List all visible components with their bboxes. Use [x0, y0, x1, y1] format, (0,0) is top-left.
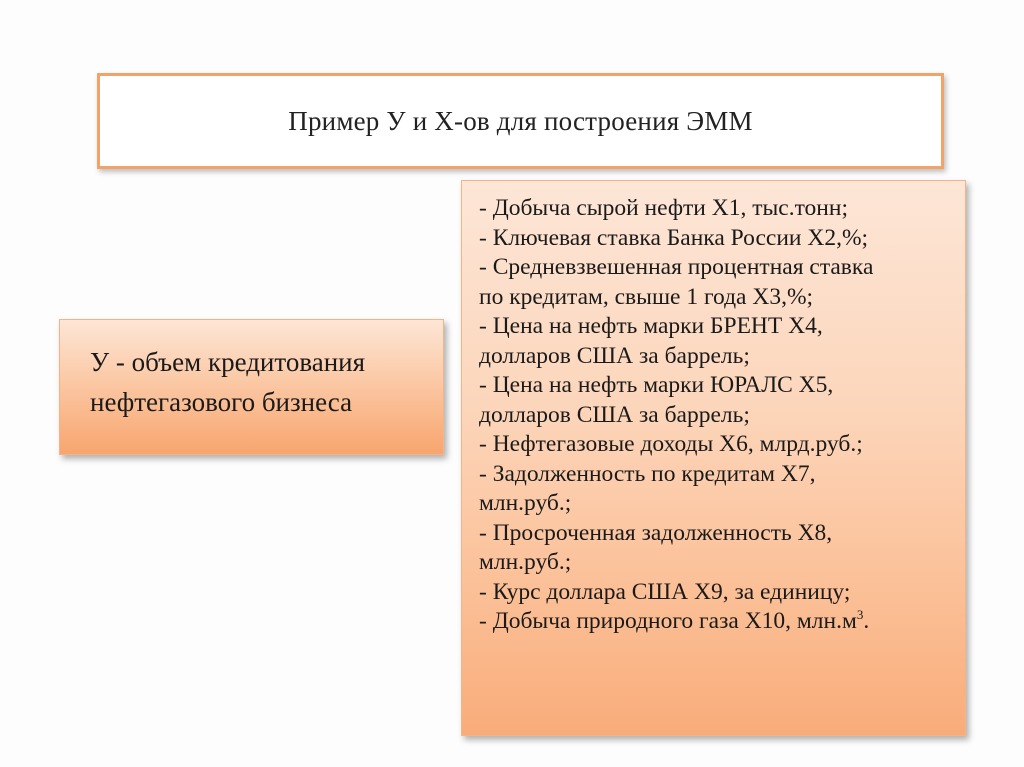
y-line: У - объем кредитования — [90, 347, 366, 377]
x-line: млн.руб.; — [479, 549, 572, 575]
x-line: - Средневзвешенная процентная ставка — [479, 254, 874, 280]
x-line: - Ключевая ставка Банка России Х2,%; — [479, 224, 869, 251]
slide-title: Пример У и Х-ов для построения ЭММ — [288, 105, 753, 136]
independent-variables-box — [461, 180, 966, 736]
x-line: - Просроченная задолженность Х8, — [479, 519, 833, 546]
x-line-last-end: . — [863, 608, 870, 634]
title-box — [97, 73, 944, 169]
x-line: - Цена на нефть марки ЮРАЛС Х5, — [479, 372, 834, 398]
x-line-last — [479, 607, 957, 637]
x-line: - Цена на нефть марки БРЕНТ Х4, — [479, 313, 823, 339]
x-line: - Добыча сырой нефти Х1, тыс.тонн; — [479, 195, 848, 221]
x-line: млн.руб.; — [479, 490, 572, 516]
x-line-last-text: - Добыча природного газа Х10, млн.м — [479, 608, 857, 634]
x-line: долларов США за баррель; — [479, 401, 750, 428]
x-line: - Нефтегазовые доходы Х6, млрд.руб.; — [479, 431, 863, 457]
x-line: - Задолженность по кредитам Х7, — [479, 460, 816, 487]
y-line: нефтегазового бизнеса — [90, 387, 353, 417]
dependent-variable-box — [59, 319, 444, 455]
x-line: - Курс доллара США Х9, за единицу; — [479, 578, 851, 605]
x-line: долларов США за баррель; — [479, 342, 750, 369]
superscript-3: 3 — [856, 607, 864, 623]
x-line: по кредитам, свыше 1 года Х3,%; — [479, 283, 814, 310]
